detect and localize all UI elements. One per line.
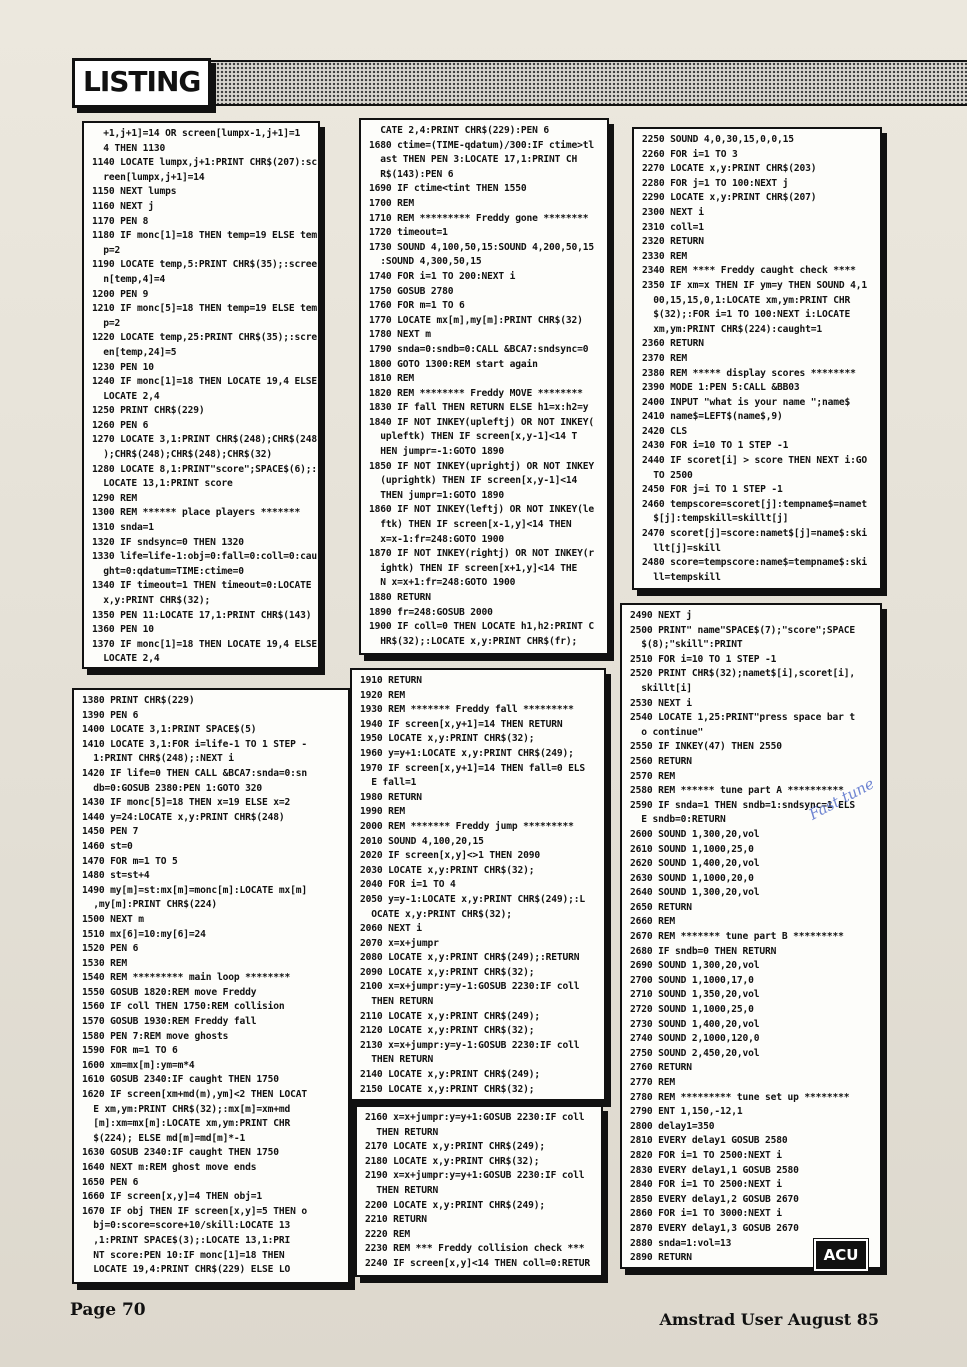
code-line: THEN RETURN: [360, 996, 434, 1008]
code-line: 1380 PRINT CHR$(229): [82, 695, 195, 706]
code-line: o continue": [630, 726, 704, 738]
code-line: 2560 RETURN: [630, 755, 692, 767]
code-line: 2320 RETURN: [642, 236, 704, 248]
code-line: 1690 IF ctime<tint THEN 1550: [369, 183, 527, 195]
code-line: 2020 IF screen[x,y]<>1 THEN 2090: [360, 850, 541, 862]
code-line: 2420 CLS: [642, 425, 688, 437]
code-line: 1260 PEN 6: [92, 419, 149, 431]
code-line: 2150 LOCATE x,y:PRINT CHR$(32);: [360, 1083, 535, 1095]
code-line: 1580 PEN 7:REM move ghosts: [82, 1030, 229, 1042]
code-line: 2310 coll=1: [642, 221, 704, 233]
code-line: 2760 RETURN: [630, 1062, 692, 1074]
code-line: p=2: [92, 317, 121, 329]
code-line: 2190 x=x+jumpr:y=y+1:GOSUB 2230:IF coll: [365, 1170, 585, 1182]
code-line: 1270 LOCATE 3,1:PRINT CHR$(248);CHR$(248: [92, 434, 318, 446]
code-line: 2210 RETURN: [365, 1214, 427, 1226]
code-line: 4 THEN 1130: [92, 142, 166, 154]
code-line: 2070 x=x+jumpr: [360, 937, 439, 949]
code-line: 2330 REM: [642, 250, 688, 262]
code-line: 2170 LOCATE x,y:PRINT CHR$(249);: [365, 1141, 546, 1153]
listing-panel-3: [359, 118, 609, 655]
code-line: upleftk) THEN IF screen[x,y-1]<14 T: [369, 431, 578, 443]
code-line: 1280 LOCATE 8,1:PRINT"score";SPACE$(6);:: [92, 463, 318, 475]
listing-panel-5: [355, 1105, 603, 1277]
code-line: 2510 FOR i=10 TO 1 STEP -1: [630, 653, 777, 665]
code-line: 1750 GOSUB 2780: [369, 285, 454, 297]
code-line: 2380 REM ***** display scores ********: [642, 367, 856, 379]
code-line: 2250 SOUND 4,0,30,15,0,0,15: [642, 134, 794, 145]
code-line: 1310 snda=1: [92, 522, 154, 534]
code-line: 2060 NEXT i: [360, 923, 422, 935]
code-line: x,y:PRINT CHR$(32);: [92, 595, 211, 606]
code-line: 2840 FOR i=1 TO 2500:NEXT i: [630, 1179, 782, 1191]
code-line: 1680 ctime=(TIME-qdatum)/300:IF ctime>tl: [369, 139, 595, 151]
code-line: 1510 mx[6]=10:my[6]=24: [82, 928, 206, 940]
code-line: LOCATE 2,4: [92, 390, 160, 402]
code-line: llt[j]=skill: [642, 542, 721, 554]
code-line: 1530 REM: [82, 957, 128, 969]
code-line: 2520 PRINT CHR$(32);namet$[i],scoret[i],: [630, 668, 856, 680]
code-line: 1730 SOUND 4,100,50,15:SOUND 4,200,50,15: [369, 241, 595, 253]
code-line: 1620 IF screen[xm+md(m),ym]<2 THEN LOCAT: [82, 1089, 308, 1101]
code-line: 1220 LOCATE temp,25:PRINT CHR$(35);:scre: [92, 332, 318, 344]
code-line: db=0:GOSUB 2380:PEN 1:GOTO 320: [82, 782, 263, 794]
code-line: 1490 my[m]=st:mx[m]=monc[m]:LOCATE mx[m]: [82, 884, 308, 896]
code-line: 1230 PEN 10: [92, 361, 154, 373]
code-line: x=x-1:fr=248:GOTO 1900: [369, 533, 505, 545]
code-line: 2540 LOCATE 1,25:PRINT"press space bar t: [630, 712, 856, 724]
code-line: 2360 RETURN: [642, 338, 704, 350]
listing-panel-6: [632, 127, 882, 590]
code-line: NT score:PEN 10:IF monc[1]=18 THEN: [82, 1249, 285, 1261]
page-title: LISTING: [72, 58, 211, 108]
code-line: 2440 IF scoret[i] > score THEN NEXT i:GO: [642, 455, 868, 467]
code-line: 1340 IF timeout=1 THEN timeout=0:LOCATE: [92, 580, 312, 592]
code-line: 1200 PEN 9: [92, 288, 149, 300]
code-line: $(32);:FOR i=1 TO 100:NEXT i:LOCATE: [642, 309, 851, 321]
code-line: 1430 IF monc[5]=18 THEN x=19 ELSE x=2: [82, 797, 291, 809]
code-line: 1710 REM ********* Freddy gone ********: [369, 212, 589, 224]
code-line: 2230 REM *** Freddy collision check ***: [365, 1243, 585, 1255]
code-line: 1890 fr=248:GOSUB 2000: [369, 606, 493, 618]
code-line: 2780 REM ********* tune set up ********: [630, 1091, 850, 1103]
code-line: 2050 y=y-1:LOCATE x,y:PRINT CHR$(249);:L: [360, 893, 586, 905]
code-line: 1390 PEN 6: [82, 709, 139, 721]
listing-panel-2: [72, 688, 350, 1284]
code-line: 1550 GOSUB 1820:REM move Freddy: [82, 986, 257, 998]
code-line: ftk) THEN IF screen[x-1,y]<14 THEN: [369, 519, 572, 531]
code-line: THEN RETURN: [360, 1054, 434, 1066]
code-line: $[j]:tempskill=skillt[j]: [642, 513, 789, 525]
code-line: 1540 REM ********* main loop ********: [82, 972, 291, 984]
code-line: N x=x+1:fr=248:GOTO 1900: [369, 577, 516, 589]
code-line: 2670 REM ******* tune part B *********: [630, 931, 844, 943]
code-line: 1350 PEN 11:LOCATE 17,1:PRINT CHR$(143): [92, 609, 312, 621]
code-line: 1780 NEXT m: [369, 329, 431, 341]
code-line: 1970 IF screen[x,y+1]=14 THEN fall=0 ELS: [360, 762, 586, 774]
code-line: ,my[m]:PRINT CHR$(224): [82, 899, 218, 911]
code-line: 1590 FOR m=1 TO 6: [82, 1045, 178, 1057]
code-line: 2890 RETURN: [630, 1252, 692, 1264]
code-line: 2550 IF INKEY(47) THEN 2550: [630, 741, 782, 753]
code-line: THEN RETURN: [365, 1126, 439, 1138]
code-line: +1,j+1]=14 OR screen[lumpx-1,j+1]=1: [92, 128, 301, 139]
code-line: 1830 IF fall THEN RETURN ELSE h1=x:h2=y: [369, 402, 589, 414]
code-line: 1880 RETURN: [369, 592, 431, 603]
code-line: skillt[i]: [630, 682, 692, 694]
code-line: 1170 PEN 8: [92, 215, 149, 227]
code-line: 2640 SOUND 1,300,20,vol: [630, 887, 760, 899]
code-line: 2080 LOCATE x,y:PRINT CHR$(249);:RETURN: [360, 952, 580, 964]
code-line: 2580 REM ****** tune part A **********: [630, 785, 844, 797]
code-line: 1190 LOCATE temp,5:PRINT CHR$(35);:scree: [92, 259, 318, 271]
code-line: ght=0:qdatum=TIME:ctime=0: [92, 565, 244, 577]
code-line: 2680 IF sndb=0 THEN RETURN: [630, 945, 777, 957]
code-line: 2280 FOR j=1 TO 100:NEXT j: [642, 177, 789, 189]
code-line: [m]:xm=mx[m]:LOCATE xm,ym:PRINT CHR: [82, 1118, 291, 1130]
code-line: en[temp,24]=5: [92, 346, 177, 358]
code-line: OCATE x,y:PRINT CHR$(32);: [360, 908, 512, 920]
code-line: 1790 snda=0:sndb=0:CALL &BCA7:sndsync=0: [369, 343, 589, 355]
code-line: 2460 tempscore=scoret[j]:tempname$=namet: [642, 498, 868, 510]
code-line: 2750 SOUND 2,450,20,vol: [630, 1047, 760, 1059]
code-line: 1250 PRINT CHR$(229): [92, 405, 205, 417]
code-line: E fall=1: [360, 777, 417, 789]
code-line: 1940 IF screen[x,y+1]=14 THEN RETURN: [360, 718, 563, 730]
code-line: 1180 IF monc[1]=18 THEN temp=19 ELSE tem: [92, 230, 318, 242]
code-line: 1240 IF monc[1]=18 THEN LOCATE 19,4 ELSE: [92, 376, 318, 388]
code-line: bj=0:score=score+10/skill:LOCATE 13: [82, 1220, 291, 1232]
code-line: (uprightk) THEN IF screen[x,y-1]<14: [369, 475, 578, 487]
code-line: 1560 IF coll THEN 1750:REM collision: [82, 1001, 285, 1013]
code-line: 1420 IF life=0 THEN CALL &BCA7:snda=0:sn: [82, 767, 308, 779]
code-line: ll=tempskill: [642, 571, 721, 583]
code-line: 1700 REM: [369, 197, 415, 209]
code-line: 2090 LOCATE x,y:PRINT CHR$(32);: [360, 966, 535, 978]
code-line: 2570 REM: [630, 770, 676, 782]
code-line: 1810 REM: [369, 373, 415, 385]
code-line: LOCATE 13,1:PRINT score: [92, 478, 233, 490]
code-line: THEN RETURN: [365, 1184, 439, 1196]
code-line: 1800 GOTO 1300:REM start again: [369, 358, 538, 370]
code-line: 2370 REM: [642, 352, 688, 364]
code-line: 1840 IF NOT INKEY(upleftj) OR NOT INKEY(: [369, 416, 595, 428]
code-line: THEN jumpr=1:GOTO 1890: [369, 489, 505, 501]
code-line: 2220 REM: [365, 1228, 411, 1240]
code-line: ightk) THEN IF screen[x+1,y]<14 THE: [369, 562, 578, 574]
code-line: 1770 LOCATE mx[m],my[m]:PRINT CHR$(32): [369, 314, 583, 326]
code-line: 1410 LOCATE 3,1:FOR i=life-1 TO 1 STEP -: [82, 738, 308, 750]
code-line: 2110 LOCATE x,y:PRINT CHR$(249);: [360, 1010, 541, 1022]
code-line: 1370 IF monc[1]=18 THEN LOCATE 19,4 ELSE: [92, 638, 318, 650]
code-line: 2350 IF xm=x THEN IF ym=y THEN SOUND 4,1: [642, 279, 868, 291]
code-line: 1950 LOCATE x,y:PRINT CHR$(32);: [360, 733, 535, 745]
code-line: 1910 RETURN: [360, 675, 422, 686]
code-line: 1330 life=life-1:obj=0:fall=0:coll=0:cau: [92, 551, 318, 563]
code-line: 2660 REM: [630, 916, 676, 928]
code-line: 1570 GOSUB 1930:REM Freddy fall: [82, 1016, 257, 1028]
code-line: 2200 LOCATE x,y:PRINT CHR$(249);: [365, 1199, 546, 1211]
code-line: 1460 st=0: [82, 840, 133, 852]
code-line: $(8);"skill":PRINT: [630, 639, 743, 651]
code-line: 2120 LOCATE x,y:PRINT CHR$(32);: [360, 1025, 535, 1037]
code-line: 2830 EVERY delay1,1 GOSUB 2580: [630, 1164, 799, 1176]
code-line: 1740 FOR i=1 TO 200:NEXT i: [369, 270, 516, 282]
listing-panel-1: [82, 121, 320, 669]
code-line: ast THEN PEN 3:LOCATE 17,1:PRINT CH: [369, 154, 578, 166]
code-line: 2240 IF screen[x,y]<14 THEN coll=0:RETUR: [365, 1257, 591, 1269]
code-line: xm,ym:PRINT CHR$(224):caught=1: [642, 323, 823, 335]
code-line: 2850 EVERY delay1,2 GOSUB 2670: [630, 1193, 799, 1205]
code-line: 2270 LOCATE x,y:PRINT CHR$(203): [642, 163, 817, 175]
code-line: LOCATE 19,4:PRINT CHR$(229) ELSE LO: [82, 1264, 291, 1276]
code-line: 2810 EVERY delay1 GOSUB 2580: [630, 1135, 788, 1147]
code-line: 1820 REM ******** Freddy MOVE ********: [369, 387, 583, 399]
code-line: 2340 REM **** Freddy caught check ****: [642, 265, 856, 277]
code-line: 1630 GOSUB 2340:IF caught THEN 1750: [82, 1147, 279, 1159]
code-line: 1640 NEXT m:REM ghost move ends: [82, 1162, 257, 1173]
code-line: 2160 x=x+jumpr:y=y+1:GOSUB 2230:IF coll: [365, 1112, 585, 1123]
code-line: 2650 RETURN: [630, 901, 692, 913]
code-line: 2480 score=tempscore:name$=tempname$:ski: [642, 557, 868, 569]
code-line: 2790 ENT 1,150,-12,1: [630, 1106, 743, 1118]
code-line: 1610 GOSUB 2340:IF caught THEN 1750: [82, 1074, 279, 1086]
code-line: 2770 REM: [630, 1077, 676, 1088]
code-line: 2490 NEXT j: [630, 610, 692, 621]
code-line: 2530 NEXT i: [630, 697, 692, 709]
code-line: 2390 MODE 1:PEN 5:CALL &BB03: [642, 382, 800, 394]
code-line: 2610 SOUND 1,1000,25,0: [630, 843, 754, 855]
code-line: 1960 y=y+1:LOCATE x,y:PRINT CHR$(249);: [360, 747, 574, 759]
code-line: 2300 NEXT i: [642, 206, 704, 218]
code-line: 2260 FOR i=1 TO 3: [642, 148, 738, 160]
handwritten-annotation: Fast tune: [805, 774, 878, 824]
code-line: 1160 NEXT j: [92, 200, 154, 212]
code-line: R$(143):PEN 6: [369, 168, 454, 180]
listing-panel-7: [620, 603, 882, 1269]
code-line: HEN jumpr=-1:GOTO 1890: [369, 446, 505, 458]
code-line: 1720 timeout=1: [369, 227, 448, 239]
code-line: 1470 FOR m=1 TO 5: [82, 855, 178, 867]
code-line: 1870 IF NOT INKEY(rightj) OR NOT INKEY(r: [369, 548, 595, 560]
magazine-issue: Amstrad User August 85: [659, 1310, 879, 1329]
code-line: 2030 LOCATE x,y:PRINT CHR$(32);: [360, 864, 535, 876]
code-line: 2740 SOUND 2,1000,120,0: [630, 1033, 760, 1045]
code-line: 2690 SOUND 1,300,20,vol: [630, 960, 760, 972]
code-line: 2620 SOUND 1,400,20,vol: [630, 858, 760, 870]
code-line: 2860 FOR i=1 TO 3000:NEXT i: [630, 1208, 782, 1220]
code-line: 2400 INPUT "what is your name ";name$: [642, 396, 851, 408]
code-line: 2600 SOUND 1,300,20,vol: [630, 828, 760, 840]
code-line: $(224); ELSE md[m]=md[m]*-1: [82, 1132, 246, 1144]
code-line: 1930 REM ******* Freddy fall *********: [360, 704, 574, 716]
code-line: TO 2500: [642, 469, 693, 481]
code-line: 2820 FOR i=1 TO 2500:NEXT i: [630, 1149, 782, 1161]
code-line: );CHR$(248);CHR$(248);CHR$(32): [92, 449, 273, 461]
code-line: LOCATE 2,4: [92, 653, 160, 665]
code-line: 1500 NEXT m: [82, 913, 144, 925]
code-line: 2430 FOR i=10 TO 1 STEP -1: [642, 440, 789, 452]
code-line: 1150 NEXT lumps: [92, 186, 177, 198]
code-line: 1860 IF NOT INKEY(leftj) OR NOT INKEY(le: [369, 504, 595, 516]
code-line: 1990 REM: [360, 806, 406, 818]
code-line: HR$(32);:LOCATE x,y:PRINT CHR$(fr);: [369, 635, 578, 647]
page-number: Page 70: [70, 1300, 146, 1320]
code-line: p=2: [92, 244, 121, 256]
code-line: 1:PRINT CHR$(248);:NEXT i: [82, 753, 234, 765]
code-line: 2590 IF snda=1 THEN sndb=1:sndsync=1 ELS: [630, 799, 856, 811]
code-line: 2870 EVERY delay1,3 GOSUB 2670: [630, 1222, 799, 1234]
code-line: 2700 SOUND 1,1000,17,0: [630, 974, 754, 986]
listing-panel-4: [350, 668, 606, 1101]
code-line: 1400 LOCATE 3,1:PRINT SPACE$(5): [82, 724, 257, 736]
code-line: CATE 2,4:PRINT CHR$(229):PEN 6: [369, 125, 550, 136]
code-line: 1140 LOCATE lumpx,j+1:PRINT CHR$(207):sc: [92, 157, 318, 169]
code-line: E sndb=0:RETURN: [630, 814, 726, 826]
code-line: 2000 REM ******* Freddy jump *********: [360, 820, 574, 832]
code-line: 1920 REM: [360, 689, 406, 701]
code-line: 2140 LOCATE x,y:PRINT CHR$(249);: [360, 1069, 541, 1081]
code-line: 2470 scoret[j]=score:namet$[j]=name$:ski: [642, 528, 868, 540]
code-line: 1290 REM: [92, 492, 138, 504]
code-line: 2410 name$=LEFT$(name$,9): [642, 411, 783, 423]
code-line: 2290 LOCATE x,y:PRINT CHR$(207): [642, 192, 817, 204]
code-line: 1210 IF monc[5]=18 THEN temp=19 ELSE tem: [92, 303, 318, 315]
code-line: E xm,ym:PRINT CHR$(32);:mx[m]=xm+md: [82, 1103, 291, 1115]
code-line: 1980 RETURN: [360, 791, 422, 803]
code-line: 1760 FOR m=1 TO 6: [369, 300, 465, 312]
code-line: 1660 IF screen[x,y]=4 THEN obj=1: [82, 1191, 263, 1203]
code-line: 2500 PRINT" name"SPACE$(7);"score";SPACE: [630, 624, 856, 636]
code-line: 1900 IF coll=0 THEN LOCATE h1,h2:PRINT C: [369, 621, 595, 633]
code-line: 1650 PEN 6: [82, 1176, 139, 1188]
code-line: 1450 PEN 7: [82, 826, 139, 838]
code-line: 2010 SOUND 4,100,20,15: [360, 835, 484, 847]
code-line: 1520 PEN 6: [82, 943, 139, 955]
code-line: 1300 REM ****** place players *******: [92, 507, 301, 519]
code-line: 2040 FOR i=1 TO 4: [360, 879, 456, 891]
code-line: 1480 st=st+4: [82, 870, 150, 882]
code-line: 1440 y=24:LOCATE x,y:PRINT CHR$(248): [82, 811, 285, 823]
acu-logo: ACU: [814, 1239, 868, 1271]
code-line: 2180 LOCATE x,y:PRINT CHR$(32);: [365, 1155, 540, 1167]
code-line: 2800 delay1=350: [630, 1120, 715, 1132]
code-line: 2710 SOUND 1,350,20,vol: [630, 989, 760, 1001]
code-line: 1670 IF obj THEN IF screen[x,y]=5 THEN o: [82, 1205, 308, 1217]
code-line: 2130 x=x+jumpr:y=y-1:GOSUB 2230:IF coll: [360, 1039, 580, 1051]
code-line: :SOUND 4,300,50,15: [369, 256, 482, 268]
code-line: 00,15,15,0,1:LOCATE xm,ym:PRINT CHR: [642, 294, 851, 306]
code-line: 2720 SOUND 1,1000,25,0: [630, 1004, 754, 1016]
code-line: 2630 SOUND 1,1000,20,0: [630, 872, 754, 884]
code-line: 2450 FOR j=i TO 1 STEP -1: [642, 484, 783, 496]
code-line: 2100 x=x+jumpr:y=y-1:GOSUB 2230:IF coll: [360, 981, 580, 993]
code-line: 1320 IF sndsync=0 THEN 1320: [92, 536, 244, 548]
code-line: reen[lumpx,j+1]=14: [92, 171, 205, 183]
code-line: 2880 snda=1:vol=13: [630, 1237, 732, 1249]
code-line: 1360 PEN 10: [92, 624, 154, 636]
code-line: n[temp,4]=4: [92, 273, 166, 285]
code-line: ,1:PRINT SPACE$(3);:LOCATE 13,1:PRI: [82, 1234, 291, 1246]
code-line: 2730 SOUND 1,400,20,vol: [630, 1018, 760, 1030]
code-line: 1850 IF NOT INKEY(uprightj) OR NOT INKEY: [369, 460, 595, 472]
code-line: 1600 xm=mx[m]:ym=m*4: [82, 1059, 195, 1071]
